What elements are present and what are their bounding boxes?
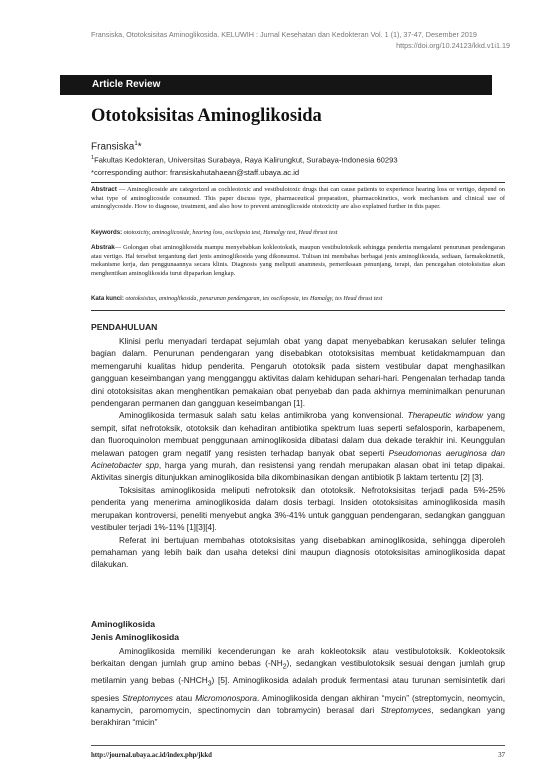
running-header [91, 30, 510, 51]
subscript: 3 [207, 681, 212, 689]
section-heading-aminoglikosida: Aminoglikosida [91, 619, 155, 629]
affiliation [91, 155, 398, 165]
section-heading-pendahuluan: PENDAHULUAN [91, 322, 158, 332]
corresponding-text: corresponding author: fransiskahutahaean@staff.ubaya.ac.id [93, 168, 300, 177]
text-run: atau [172, 692, 196, 703]
article-type-banner: Article Review [60, 75, 492, 95]
text-run: yang sempit, sifat nefrotoksik, ototoksik dan kehadiran antibiotika spektrum luas seperti sefalosporin, karbapenem, dan fluoroquinolon membuat penggunaan aminoglikosida dibatasi dalam dua dekade terakhir ini. Keunggulan melawan patogen gram negatif yang resisten terhadap banyak obat seperti [91, 410, 505, 458]
text-run: Aminoglikosida termasuk salah satu kelas antimikroba yang konvensional. [119, 410, 408, 421]
affiliation-text: Fakultas Kedokteran, Universitas Surabaya, Raya Kalirungkut, Surabaya-Indonesia 60293 [94, 155, 398, 165]
text-run: ) [5]. Aminoglikosida adalah produk fermentasi atau turunan semisintetik dari spesies [91, 675, 505, 703]
author-sup: 1 [134, 141, 138, 147]
text-run: Aminoglikosida memiliki kecenderungan ke arah kokleotoksik atau vestibulotoksik. Kokleotoksik berkaitan dengan jumlah grup amino bebas (-NH [91, 646, 505, 669]
paragraph [91, 645, 505, 729]
page-number: 37 [498, 752, 505, 759]
author-name: Fransiska [91, 141, 135, 153]
italic-term: Streptomyces [122, 692, 173, 703]
corresponding-mark: * [91, 168, 94, 177]
kata-kunci-text: ototoksisitas, aminoglikosida, penurunan pendengaran, tes osciloposia, tes Hamalgy, tes Head thrust test [123, 296, 383, 302]
author-line [91, 141, 142, 152]
paragraph: Referat ini bertujuan membahas ototoksisitas yang disebabkan aminoglikosida, sehingga diperoleh pemahaman yang lebih baik dan usaha deteksi dini maupun diagnosis ototoksisitas aminoglikosida dapat dilakukan. [91, 534, 505, 570]
author-mark: * [137, 141, 142, 153]
subsection-heading-jenis: Jenis Aminoglikosida [91, 632, 180, 642]
keywords-english [91, 229, 505, 236]
section-aminoglikosida-body [91, 645, 505, 729]
text-run: , harga yang murah, dan resistensi yang rendah merupakan alasan obat ini tetap dipakai. Aktivitas sinergis ditunjukkan aminoglikosida bila dikombinasikan dengan antibiotik β laktam tertentu [2] [3]. [91, 460, 505, 483]
abstrak-text: — Golongan obat aminoglikosida mampu menyebabkan kokleotoksik, maupun vestibulotoksik sehingga penderita mengalami penurunan pendengaran atau vertigo. Hal tersebut tergantung dari jenis aminoglikosida yang dikonsumsi. Tulisan ini membahas berbagai jenis aminoglikosida, sediaan, farmakokinetik, mekanisme kerja, dan penggunaannya secara klinis. Diagnosis yang meliputi anamnesis, pemeriksaan penunjang, terapi, dan pencegahan ototoksisitas akan menghentikan aminoglikosida turut dipaparkan lengkap. [91, 244, 505, 277]
abstract-english [91, 186, 505, 212]
section-pendahuluan-body [91, 335, 505, 571]
footer-rule [91, 745, 505, 746]
keywords-text: ototoxicity, aminoglicoside, hearing loss, oscilopsia test, Hamalgy test, Head thrust test [122, 230, 338, 236]
abstrak-label: Abstrak [91, 244, 115, 251]
footer-journal-url[interactable]: http://journal.ubaya.ac.id/index.php/jkkd [91, 752, 212, 759]
italic-term: Therapeutic window [407, 410, 483, 421]
italic-term: Pseudomonas aeruginosa dan Acinetobacter spp [91, 447, 505, 471]
abstract-top-rule [91, 182, 505, 183]
italic-term: Streptomyces [380, 704, 432, 715]
corresponding-author [91, 168, 299, 177]
subscript: 2 [282, 664, 287, 672]
italic-term: Micromonospora [195, 692, 257, 703]
keywords-label: Keywords: [91, 229, 123, 236]
abstract-bottom-rule [91, 310, 505, 311]
affiliation-sup: 1 [91, 155, 95, 161]
text-run: . Aminoglikosida dengan akhiran “mycin” (streptomycin, neomycin, kanamycin, paromomycin, spectinomycin dan tobramycin) berasal dari [91, 692, 506, 715]
abstract-indonesian [91, 244, 505, 278]
paragraph [91, 409, 505, 483]
paragraph: Toksisitas aminoglikosida meliputi nefrotoksik dan ototoksik. Nefrotoksisitas terjadi pada 5%-25% penderita yang menerima aminoglikosida dalam dosis terbagi. Insiden ototoksisitas aminoglikosida masih merupakan kontroversi, peneliti menyebut angka 3%-41% untuk gangguan pendengaran, sedangkan gangguan vestibuler terjadi 1%-11% [1][3][4]. [91, 484, 505, 533]
abstract-text: — Aminoglicoside are categorized as cochleotoxic and vestibulotoxic drugs that can cause patients to experience hearing loss or vertigo, depend on what type of aminoglicoside consumed. This paper discuss type, pharmaceutical preparation, pharmacokinetics, work mechanism and clinical use of aminoglycoside. How to diagnose, treatment, and also how to prevent aminoglicoside ototoxicity are also explained further in this paper. [91, 186, 505, 210]
abstract-label: Abstract [91, 186, 117, 193]
article-title: Ototoksisitas Aminoglikosida [91, 106, 322, 126]
text-run: , sedangkan yang berakhiran “micin” [91, 704, 505, 728]
citation-line: Fransiska, Ototoksisitas Aminoglikosida. KELUWIH : Jurnal Kesehatan dan Kedokteran Vol. 1 (1), 37-47, Desember 2019 [91, 30, 477, 39]
text-run: ), sedangkan vestibulotoksik sesuai dengan jumlah grup metilamin yang bebas (-NHCH [91, 658, 505, 686]
kata-kunci-label: Kata kunci: [91, 295, 124, 302]
keywords-indonesian [91, 295, 505, 302]
doi-link[interactable]: https://doi.org/10.24123/kkd.v1i1.19 [396, 40, 510, 50]
paragraph: Klinisi perlu menyadari terdapat sejumlah obat yang dapat menyebabkan kerusakan seluler telinga bagian dalam. Penurunan pendengaran yang disebabkan ototoksisitas membuat ketidakmampuan dan memengaruhi kualitas hidup penderita. Pengaruh ototoksik pada sistem vestibular dapat menghasilkan gangguan keseimbangan yang mengganggu aktivitas dalam kehidupan sehari-hari. Pengenalan terhadap tanda dini ototoksisitas akan menghentikan pemakaian obat penyebab dan pada akhirnya meminimalkan penurunan pendengaran permanen dan gangguan keseimbangan [1]. [91, 336, 505, 409]
